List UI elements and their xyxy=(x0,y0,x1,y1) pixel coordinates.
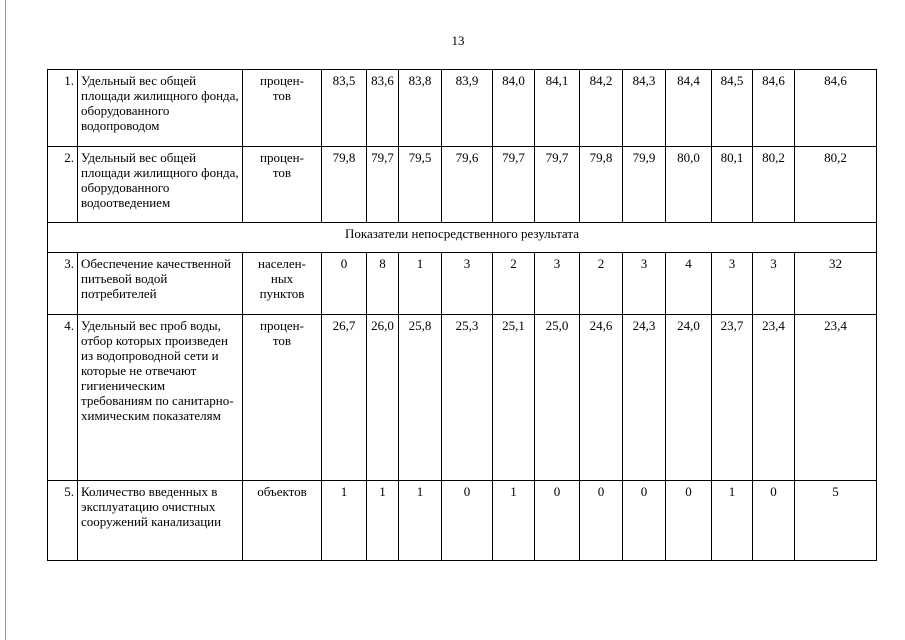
value-cell: 5 xyxy=(795,481,877,561)
page-number: 13 xyxy=(451,33,465,48)
page-margin-line xyxy=(5,0,6,640)
value-cell: 79,7 xyxy=(535,147,580,223)
value-cell: 3 xyxy=(712,253,753,315)
value-cell: 79,5 xyxy=(399,147,442,223)
value-cell: 23,7 xyxy=(712,315,753,481)
value-cell: 25,1 xyxy=(493,315,535,481)
value-cell: 79,8 xyxy=(580,147,623,223)
indicator-name: Удельный вес проб воды, отбор которых произведен из водопроводной сети и которые не отвечают гигиеническим требованиям по санитарно-химическим показателям xyxy=(78,315,243,481)
value-cell: 0 xyxy=(753,481,795,561)
value-cell: 3 xyxy=(753,253,795,315)
value-cell: 26,7 xyxy=(322,315,367,481)
value-cell: 80,2 xyxy=(753,147,795,223)
value-cell: 84,4 xyxy=(666,70,712,147)
value-cell: 23,4 xyxy=(795,315,877,481)
value-cell: 84,3 xyxy=(623,70,666,147)
value-cell: 0 xyxy=(666,481,712,561)
value-cell: 25,3 xyxy=(442,315,493,481)
indicator-name: Удельный вес общей площади жилищного фонда, оборудованного водопроводом xyxy=(78,70,243,147)
unit-of-measure: процен- тов xyxy=(243,315,322,481)
value-cell: 0 xyxy=(580,481,623,561)
table-row xyxy=(48,147,877,223)
value-cell: 1 xyxy=(322,481,367,561)
value-cell: 1 xyxy=(712,481,753,561)
value-cell: 23,4 xyxy=(753,315,795,481)
value-cell: 84,5 xyxy=(712,70,753,147)
section-row xyxy=(48,223,877,253)
value-cell: 80,0 xyxy=(666,147,712,223)
indicator-name: Удельный вес общей площади жилищного фонда, оборудованного водоотведением xyxy=(78,147,243,223)
value-cell: 25,0 xyxy=(535,315,580,481)
value-cell: 1 xyxy=(399,481,442,561)
value-cell: 24,6 xyxy=(580,315,623,481)
value-cell: 24,0 xyxy=(666,315,712,481)
value-cell: 4 xyxy=(666,253,712,315)
value-cell: 32 xyxy=(795,253,877,315)
unit-of-measure: населен- ных пунктов xyxy=(243,253,322,315)
value-cell: 0 xyxy=(442,481,493,561)
row-number: 1. xyxy=(48,70,78,147)
section-header: Показатели непосредственного результата xyxy=(48,223,877,253)
value-cell: 84,6 xyxy=(753,70,795,147)
value-cell: 2 xyxy=(493,253,535,315)
value-cell: 0 xyxy=(623,481,666,561)
table-row xyxy=(48,481,877,561)
value-cell: 84,1 xyxy=(535,70,580,147)
unit-of-measure: процен- тов xyxy=(243,70,322,147)
value-cell: 80,2 xyxy=(795,147,877,223)
value-cell: 1 xyxy=(367,481,399,561)
value-cell: 83,8 xyxy=(399,70,442,147)
value-cell: 2 xyxy=(580,253,623,315)
row-number: 5. xyxy=(48,481,78,561)
value-cell: 79,8 xyxy=(322,147,367,223)
value-cell: 84,2 xyxy=(580,70,623,147)
value-cell: 3 xyxy=(535,253,580,315)
table-row xyxy=(48,253,877,315)
table-row xyxy=(48,70,877,147)
value-cell: 0 xyxy=(322,253,367,315)
value-cell: 1 xyxy=(399,253,442,315)
value-cell: 0 xyxy=(535,481,580,561)
value-cell: 26,0 xyxy=(367,315,399,481)
row-number: 2. xyxy=(48,147,78,223)
value-cell: 1 xyxy=(493,481,535,561)
value-cell: 80,1 xyxy=(712,147,753,223)
unit-of-measure: процен- тов xyxy=(243,147,322,223)
value-cell: 83,9 xyxy=(442,70,493,147)
value-cell: 8 xyxy=(367,253,399,315)
indicators-table xyxy=(47,69,877,561)
value-cell: 83,6 xyxy=(367,70,399,147)
table-row xyxy=(48,315,877,481)
value-cell: 3 xyxy=(623,253,666,315)
row-number: 4. xyxy=(48,315,78,481)
value-cell: 79,9 xyxy=(623,147,666,223)
value-cell: 79,7 xyxy=(493,147,535,223)
indicator-name: Обеспечение качественной питьевой водой потребителей xyxy=(78,253,243,315)
value-cell: 84,6 xyxy=(795,70,877,147)
indicator-name: Количество введенных в эксплуатацию очистных сооружений канализации xyxy=(78,481,243,561)
value-cell: 25,8 xyxy=(399,315,442,481)
value-cell: 3 xyxy=(442,253,493,315)
value-cell: 24,3 xyxy=(623,315,666,481)
row-number: 3. xyxy=(48,253,78,315)
value-cell: 84,0 xyxy=(493,70,535,147)
value-cell: 79,6 xyxy=(442,147,493,223)
unit-of-measure: объектов xyxy=(243,481,322,561)
value-cell: 83,5 xyxy=(322,70,367,147)
value-cell: 79,7 xyxy=(367,147,399,223)
